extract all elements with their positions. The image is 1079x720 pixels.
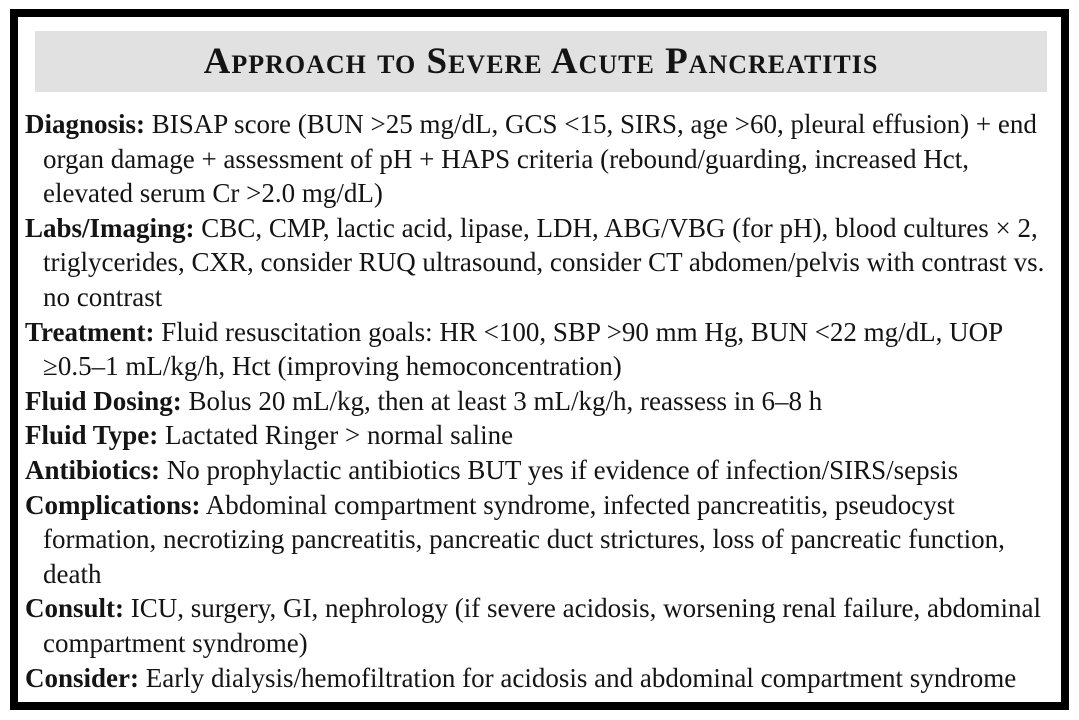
entry-label: Complications: xyxy=(25,489,201,520)
entry-text: Fluid resuscitation goals: HR <100, SBP >90 mm Hg, BUN <22 mg/dL, UOP ≥0.5–1 mL/kg/h, Hct (improving hemoconcentration) xyxy=(43,316,1003,382)
entry-label: Consult: xyxy=(25,593,125,624)
title-band xyxy=(35,31,1047,92)
entry-text: CBC, CMP, lactic acid, lipase, LDH, ABG/VBG (for pH), blood cultures × 2, triglycerides, CXR, consider RUQ ultrasound, consider CT abdomen/pelvis with contrast vs. no contrast xyxy=(43,212,1045,312)
entry xyxy=(25,107,1059,211)
box-title: Approach to Severe Acute Pancreatitis xyxy=(203,41,879,82)
pancreatitis-approach-box xyxy=(10,9,1069,710)
entry-text: Early dialysis/hemofiltration for acidosis and abdominal compartment syndrome xyxy=(139,662,1017,693)
entry-label: Fluid Type: xyxy=(25,420,159,451)
entry xyxy=(25,418,1059,453)
entry-label: Antibiotics: xyxy=(25,454,160,485)
entry-label: Consider: xyxy=(25,662,139,693)
entry xyxy=(25,315,1059,384)
entry-text: Bolus 20 mL/kg, then at least 3 mL/kg/h, reassess in 6–8 h xyxy=(181,385,823,416)
entry xyxy=(25,384,1059,419)
entries-list xyxy=(25,107,1059,695)
entry-text: Abdominal compartment syndrome, infected pancreatitis, pseudocyst formation, necrotizing pancreatitis, pancreatic duct strictures, loss of pancreatic function, death xyxy=(43,489,1005,589)
entry xyxy=(25,661,1059,696)
entry xyxy=(25,211,1059,315)
entry-text: BISAP score (BUN >25 mg/dL, GCS <15, SIRS, age >60, pleural effusion) + end organ damage + assessment of pH + HAPS criteria (rebound/guarding, increased Hct, elevated serum Cr >2.0 mg/dL) xyxy=(43,109,1037,209)
entry xyxy=(25,453,1059,488)
entry-text: Lactated Ringer > normal saline xyxy=(158,420,514,451)
entry-text: No prophylactic antibiotics BUT yes if evidence of infection/SIRS/sepsis xyxy=(160,454,959,485)
entry xyxy=(25,488,1059,592)
entry-label: Labs/Imaging: xyxy=(25,212,195,243)
entry xyxy=(25,591,1059,660)
entry-label: Diagnosis: xyxy=(25,109,146,139)
entry-text: ICU, surgery, GI, nephrology (if severe acidosis, worsening renal failure, abdominal compartment syndrome) xyxy=(43,593,1042,658)
entry-label: Fluid Dosing: xyxy=(25,385,182,416)
entry-label: Treatment: xyxy=(25,316,155,347)
